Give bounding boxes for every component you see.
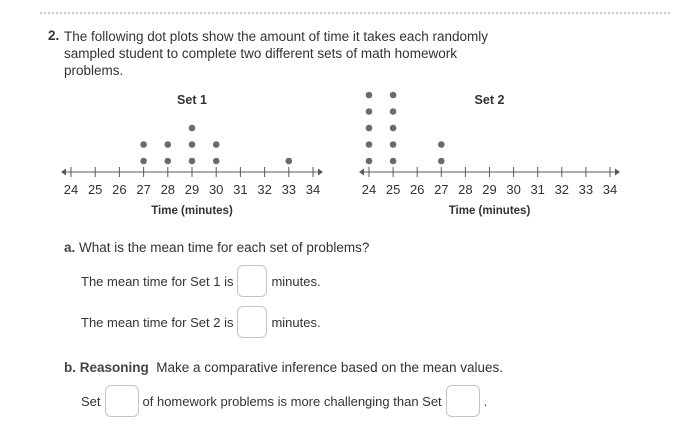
part-b-heading: Reasoning [79,360,149,375]
tick-label: 34 [305,182,321,197]
set2-mean-input[interactable] [237,306,267,338]
tick-label: 24 [63,182,79,197]
data-dot [189,141,196,148]
inference-line [81,385,487,417]
data-dot [390,108,397,115]
tick-label: 28 [160,182,176,197]
data-dot [366,92,373,99]
set2-mean-text-before: The mean time for Set 2 is [81,314,234,330]
tick-label: 27 [136,182,151,197]
set-first-input[interactable] [105,385,139,417]
data-dot [366,141,373,148]
inference-text-end: . [483,393,488,409]
tick-label: 30 [208,182,224,197]
tick-label: 32 [257,182,272,197]
set1-mean-text-after: minutes. [271,273,321,289]
data-dot [366,108,373,115]
tick-label: 25 [385,182,401,197]
number-line-right-arrow [615,169,620,176]
data-dot [286,158,293,165]
tick-label: 26 [409,182,425,197]
data-dot [189,158,196,165]
tick-label: 27 [434,182,449,197]
part-a-label [64,240,369,255]
question-number: 2. [48,28,60,43]
part-b-prompt: Make a comparative inference based on the mean values. [156,360,503,375]
tick-label: 33 [578,182,594,197]
data-dot [390,158,397,165]
question-text: The following dot plots show the amount of time it takes each randomly sampled student to complete two different sets of math homework problems. [64,29,488,78]
set2-mean-line [81,306,321,338]
dot-plots [0,80,692,230]
number-line-right-arrow [318,169,323,176]
data-dot [189,125,196,132]
data-dot [390,125,397,132]
tick-label: 31 [233,182,248,197]
data-dot [438,158,445,165]
top-dotted-divider [40,12,670,14]
part-a-prompt: What is the mean time for each set of problems? [79,240,370,255]
part-b-label [64,360,503,375]
x-axis-title-2: Time (minutes) [448,205,531,217]
tick-label: 30 [506,182,521,197]
x-axis-title-1: Time (minutes) [151,205,233,217]
data-dot [140,141,147,148]
tick-label: 31 [530,182,545,197]
set-second-input[interactable] [446,385,480,417]
set2-mean-text-after: minutes. [271,314,321,330]
plot-title-1: Set 1 [177,93,207,107]
tick-label: 26 [112,182,127,197]
set1-mean-text-before: The mean time for Set 1 is [81,273,234,289]
data-dot [140,158,147,165]
tick-label: 29 [482,182,497,197]
tick-label: 34 [602,182,618,197]
tick-label: 33 [281,182,297,197]
set1-mean-input[interactable] [237,265,267,297]
number-line-left-arrow [359,169,364,176]
tick-label: 24 [361,182,377,197]
part-a-letter: a. [64,240,76,255]
inference-text-start: Set [81,393,101,409]
inference-text-middle: of homework problems is more challenging than Set [142,393,442,409]
data-dot [165,141,172,148]
tick-label: 29 [184,182,200,197]
data-dot [165,158,172,165]
part-b-letter: b. [64,360,76,375]
data-dot [366,158,373,165]
tick-label: 32 [554,182,570,197]
data-dot [390,92,397,99]
tick-label: 28 [458,182,473,197]
data-dot [213,158,220,165]
data-dot [390,141,397,148]
number-line-left-arrow [61,169,66,176]
tick-label: 25 [87,182,103,197]
data-dot [213,141,220,148]
data-dot [366,125,373,132]
plot-title-2: Set 2 [474,93,505,107]
set1-mean-line [81,265,321,297]
data-dot [438,141,445,148]
